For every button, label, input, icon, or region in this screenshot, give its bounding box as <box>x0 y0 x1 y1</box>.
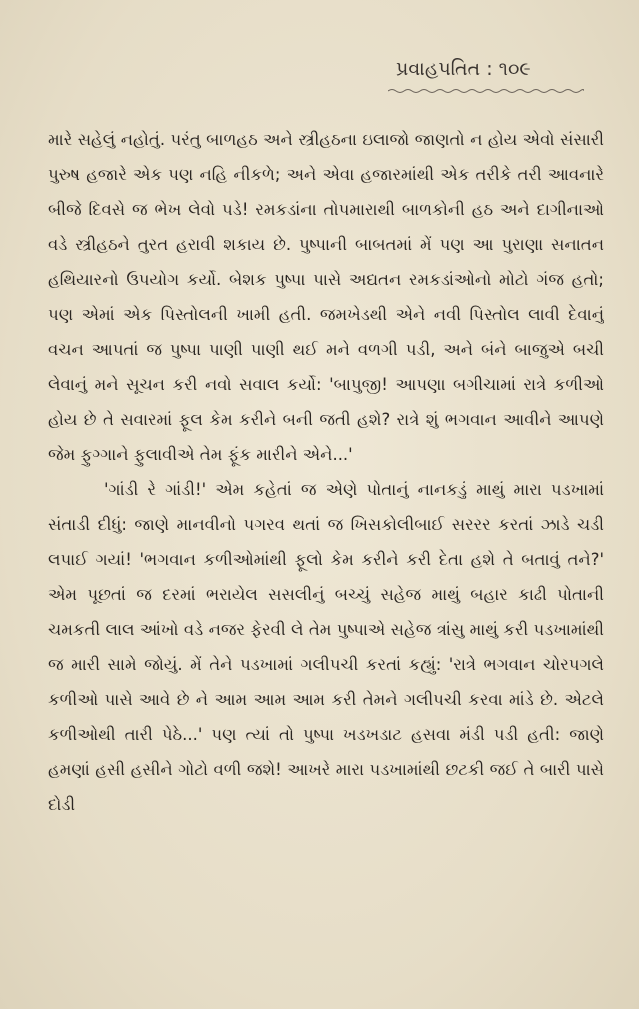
running-head: પ્રવાહપતિત : ૧૦૯ <box>396 58 531 80</box>
header-wavy-rule <box>388 88 584 94</box>
paragraph-1: મારે સહેલું નહોતું. પરંતુ બાળહઠ અને સ્ત્રીહઠના ઇલાજો જાણતો ન હોય એવો સંસારી પુરુષ હજારે એક પણ નહિ નીકળે; અને એવા હજારમાંથી એક તરીકે તરી આવનારે બીજે દિવસે જ ભેખ લેવો પડે! રમકડાંના તોપમારાથી બાળકોની હઠ અને દાગીનાઓ વડે સ્ત્રીહઠને તુરત હરાવી શકાય છે. પુષ્પાની બાબતમાં મેં પણ આ પુરાણા સનાતન હથિયારનો ઉપયોગ કર્યો. બેશક પુષ્પા પાસે અદ્યતન રમકડાંઓનો મોટો ગંજ હતો; પણ એમાં એક પિસ્તોલની ખામી હતી. જમખેડથી એને નવી પિસ્તોલ લાવી દેવાનું વચન આપતાં જ પુષ્પા પાણી પાણી થઈ મને વળગી પડી, અને બંને બાજુએ બચી લેવાનું મને સૂચન કરી નવો સવાલ કર્યો: 'બાપુજી! આપણા બગીચામાં રાત્રે કળીઓ હોય છે તે સવારમાં ફૂલ કેમ કરીને બની જતી હશે? રાત્રે શું ભગવાન આવીને આપણે જેમ ફુગ્ગાને ફુલાવીએ તેમ ફૂંક મારીને એને...' <box>48 130 604 464</box>
paragraph-2: 'ગાંડી રે ગાંડી!' એમ કહેતાં જ એણે પોતાનું નાનકડું માથું મારા પડખામાં સંતાડી દીધું: જાણે માનવીનો પગરવ થતાં જ ખિસકોલીબાઈ સરરર કરતાં ઝાડે ચડી લપાઈ ગયાં! 'ભગવાન કળીઓમાંથી ફૂલો કેમ કરીને કરી દેતા હશે તે બતાવું તને?' એમ પૂછતાં જ દરમાં ભરાયેલ સસલીનું બચ્ચું સહેજ માથું બહાર કાઢી પોતાની ચમકતી લાલ આંખો વડે નજર ફેરવી લે તેમ પુષ્પાએ સહેજ ત્રાંસુ માથું કરી પડખામાંથી જ મારી સામે જોયું. મેં તેને પડખામાં ગલીપચી કરતાં કહ્યું: 'રાત્રે ભગવાન ચોરપગલે કળીઓ પાસે આવે છે ને આમ આમ આમ કરી તેમને ગલીપચી કરવા માંડે છે. એટલે કળીઓથી તારી પેઠે...' પણ ત્યાં તો પુષ્પા ખડખડાટ હસવા મંડી પડી હતી: જાણે હમણાં હસી હસીને ગોટો વળી જશે! આખરે મારા પડખામાંથી છટકી જઈ તે બારી પાસે દોડી <box>48 480 604 814</box>
body-text <box>48 122 604 992</box>
